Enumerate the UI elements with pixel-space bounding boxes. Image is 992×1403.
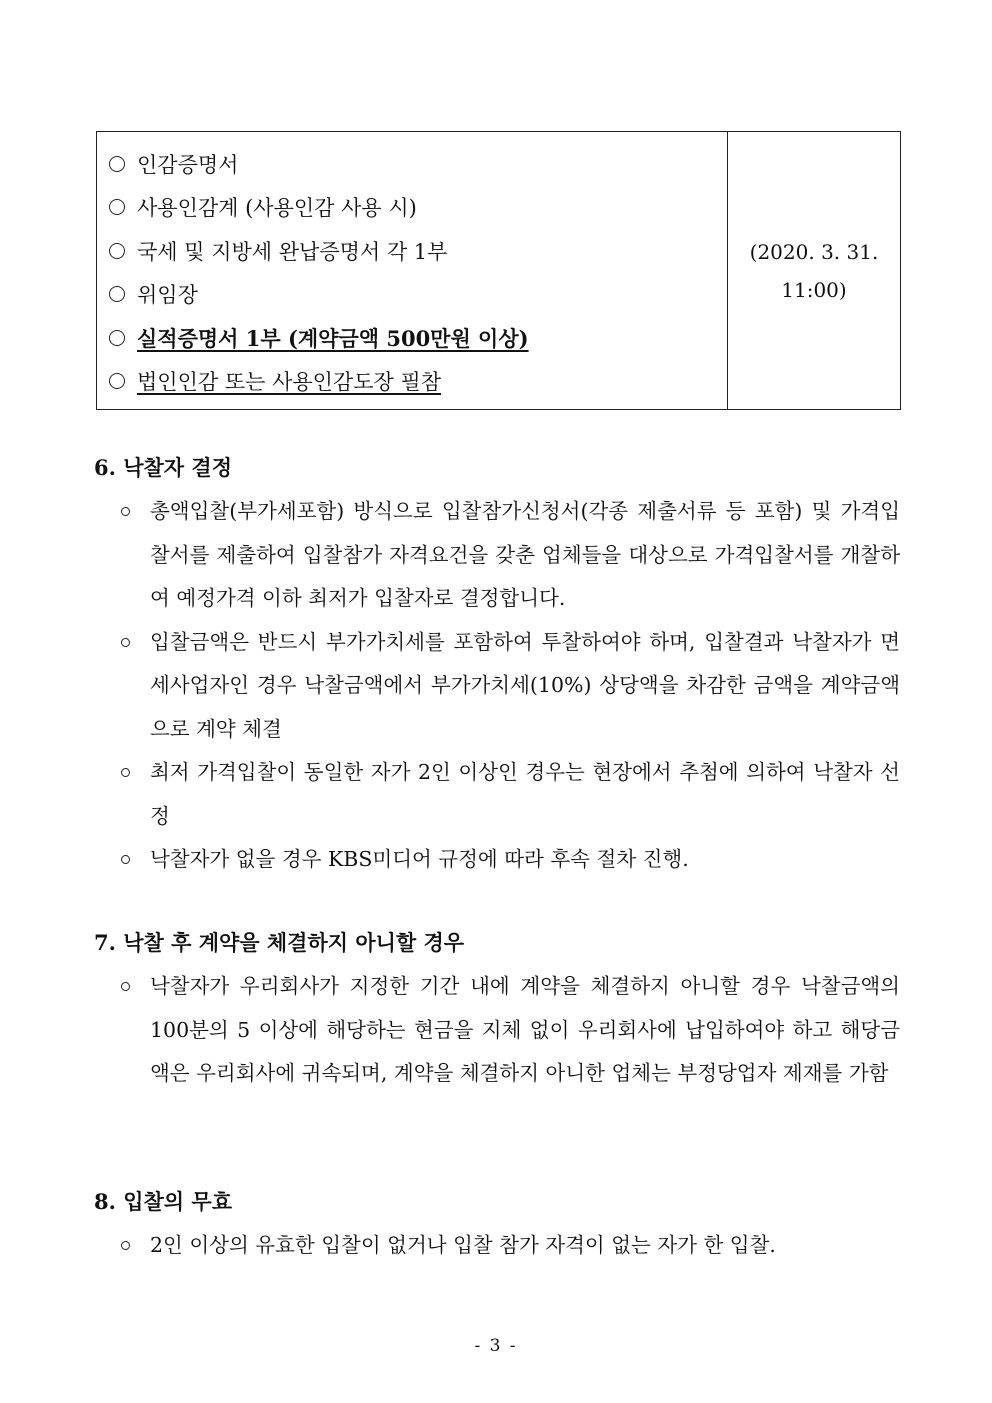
list-item: [94, 1224, 900, 1268]
requirement-item: [109, 186, 727, 230]
list-item: [94, 751, 900, 838]
section-heading: 7. 낙찰 후 계약을 체결하지 아니할 경우: [94, 930, 465, 955]
circle-bullet-icon: [109, 199, 125, 215]
section-heading: 6. 낙찰자 결정: [94, 455, 232, 480]
requirement-item: [109, 142, 727, 186]
bullet-icon: [121, 1241, 130, 1250]
list-item: [94, 621, 900, 752]
requirement-item: [109, 360, 727, 404]
list-item: [94, 490, 900, 621]
circle-bullet-icon: [109, 373, 125, 389]
section-contract-refusal: [94, 921, 900, 1096]
bullet-icon: [121, 982, 130, 991]
bullet-icon: [121, 638, 130, 647]
circle-bullet-icon: [109, 330, 125, 346]
deadline-date: (2020. 3. 31.: [749, 239, 879, 264]
requirements-list: [97, 132, 728, 409]
circle-bullet-icon: [109, 156, 125, 172]
requirement-text-underlined: 법인인감 또는 사용인감도장 필참: [137, 370, 442, 395]
requirement-text-emphasized: 실적증명서 1부 (계약금액 500만원 이상): [137, 325, 529, 351]
list-item-text: 입찰금액은 반드시 부가가치세를 포함하여 투찰하여야 하며, 입찰결과 낙찰자가 면세사업자인 경우 낙찰금액에서 부가가치세(10%) 상당액을 차감한 금액을 계약금액으로 계약 체결: [150, 629, 900, 741]
requirement-text: 사용인감계 (사용인감 사용 시): [137, 196, 417, 221]
bullet-icon: [121, 855, 130, 864]
requirement-item: [109, 316, 727, 360]
bullet-icon: [121, 768, 130, 777]
requirement-text: 인감증명서: [137, 152, 239, 177]
circle-bullet-icon: [109, 286, 125, 302]
requirement-text: 위임장: [137, 283, 198, 308]
deadline-cell: [728, 132, 900, 409]
list-item: [94, 965, 900, 1096]
section-bid-invalidity: [94, 1180, 900, 1268]
requirement-item: [109, 229, 727, 273]
list-item-text: 최저 가격입찰이 동일한 자가 2인 이상인 경우는 현장에서 추첨에 의하여 낙찰자 선정: [150, 760, 900, 828]
requirements-table: [96, 131, 901, 410]
list-item: [94, 838, 900, 882]
list-item-text: 낙찰자가 우리회사가 지정한 기간 내에 계약을 체결하지 아니할 경우 낙찰금액의 100분의 5 이상에 해당하는 현금을 지체 없이 우리회사에 납입하여야 하고 해당금액은 우리회사에 귀속되며, 계약을 체결하지 아니한 업체는 부정당업자 제재를 가함: [150, 974, 900, 1085]
section-heading: 8. 입찰의 무효: [94, 1189, 232, 1214]
circle-bullet-icon: [109, 243, 125, 259]
bullet-icon: [121, 507, 130, 516]
section-winner-decision: [94, 446, 900, 882]
requirement-text: 국세 및 지방세 완납증명서 각 1부: [137, 239, 448, 264]
list-item-text: 2인 이상의 유효한 입찰이 없거나 입찰 참가 자격이 없는 자가 한 입찰.: [150, 1233, 776, 1257]
requirement-item: [109, 273, 727, 317]
deadline-time: 11:00): [781, 277, 847, 302]
page-number: - 3 -: [474, 1336, 518, 1356]
list-item-text: 총액입찰(부가세포함) 방식으로 입찰참가신청서(각종 제출서류 등 포함) 및 가격입찰서를 제출하여 입찰참가 자격요건을 갖춘 업체들을 대상으로 가격입찰서를 개찰하여 예정가격 이하 최저가 입찰자로 결정합니다.: [150, 499, 900, 610]
list-item-text: 낙찰자가 없을 경우 KBS미디어 규정에 따라 후속 절차 진행.: [150, 847, 689, 871]
